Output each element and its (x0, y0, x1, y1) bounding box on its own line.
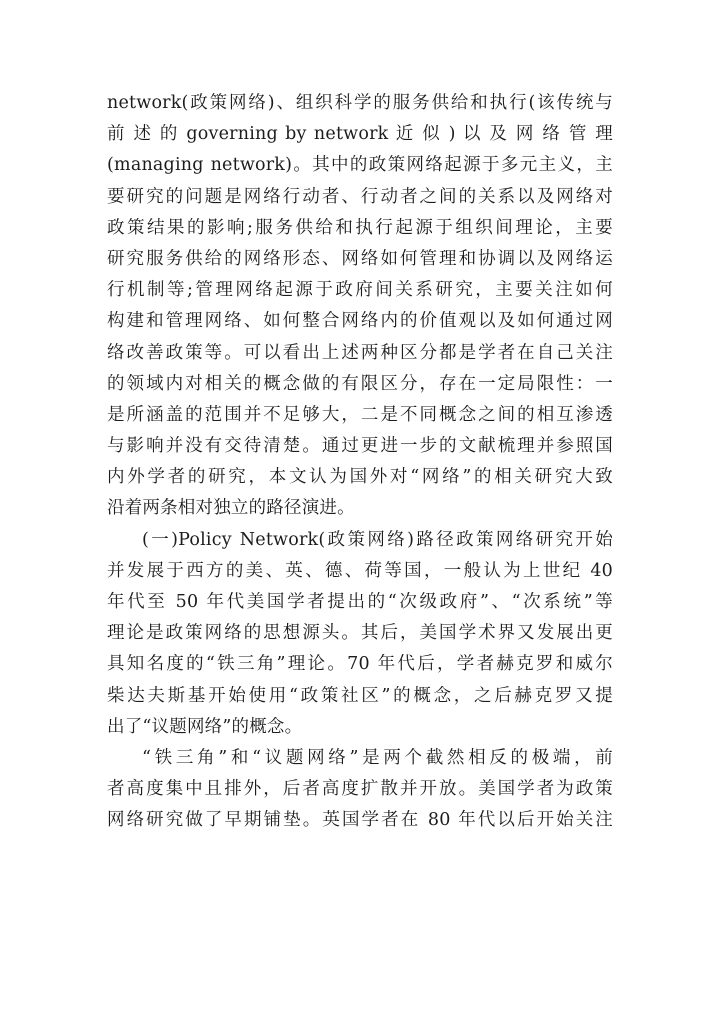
text-line: 柴达夫斯基开始使用“政策社区”的概念，之后赫克罗又提 (107, 685, 613, 706)
text-line: 出了“议题网络”的概念。 (107, 716, 303, 737)
text-line: 研究服务供给的网络形态、网络如何管理和协调以及网络运 (107, 248, 613, 269)
text-line: 前 述 的 governing by network 近 似 ) 以 及 网 络 管 理 (107, 124, 613, 145)
text-line: 政策结果的影响;服务供给和执行起源于组织间理论，主要 (107, 217, 613, 238)
text-line: (一)Policy Network(政策网络)路径政策网络研究开始 (142, 529, 613, 550)
text-line: 与影响并没有交待清楚。通过更进一步的文献梳理并参照国 (107, 436, 613, 457)
text-line: 者高度集中且排外，后者高度扩散并开放。美国学者为政策 (107, 779, 613, 800)
text-line: “铁三角”和“议题网络”是两个截然相反的极端，前 (142, 747, 613, 768)
text-line: 要研究的问题是网络行动者、行动者之间的关系以及网络对 (107, 186, 613, 207)
text-line: 络改善政策等。可以看出上述两种区分都是学者在自己关注 (107, 342, 613, 363)
text-line: 并发展于西方的美、英、德、荷等国，一般认为上世纪 40 (107, 560, 613, 581)
text-line: 理论是政策网络的思想源头。其后，美国学术界又发展出更 (107, 623, 613, 644)
text-line: 行机制等;管理网络起源于政府间关系研究，主要关注如何 (107, 280, 613, 301)
text-line: 年代至 50 年代美国学者提出的“次级政府”、“次系统”等 (107, 592, 613, 612)
text-line: 构建和管理网络、如何整合网络内的价值观以及如何通过网 (107, 311, 613, 332)
text-line: 内外学者的研究，本文认为国外对“网络”的相关研究大致 (107, 467, 613, 488)
text-line: network(政策网络)、组织科学的服务供给和执行(该传统与 (107, 93, 613, 113)
text-line: 具知名度的“铁三角”理论。70 年代后，学者赫克罗和威尔 (107, 654, 613, 675)
text-line: 沿着两条相对独立的路径演进。 (107, 498, 355, 519)
text-line: 的领域内对相关的概念做的有限区分，存在一定局限性：一 (107, 373, 613, 394)
text-line: 网络研究做了早期铺垫。英国学者在 80 年代以后开始关注 (107, 810, 613, 831)
text-line: (managing network)。其中的政策网络起源于多元主义，主 (107, 155, 613, 176)
body-text (107, 88, 613, 837)
text-line: 是所涵盖的范围并不足够大，二是不同概念之间的相互渗透 (107, 404, 613, 425)
